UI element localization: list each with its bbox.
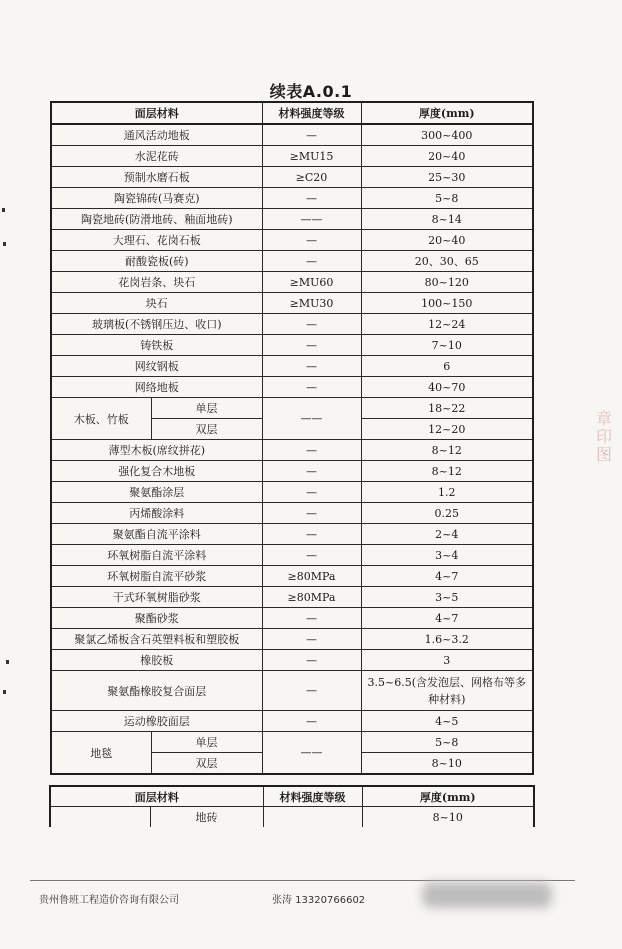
- table-row: [51, 209, 533, 230]
- scan-speck: [3, 690, 6, 694]
- table-row: [51, 524, 533, 545]
- material-cell: 环氧树脂自流平涂料: [51, 545, 262, 566]
- footer-contact: 张涛 13320766602: [272, 895, 366, 906]
- cont-thickness-cell: 8~10: [362, 807, 534, 828]
- thickness-cell: 0.25: [361, 503, 533, 524]
- thickness-cell: 20~40: [361, 146, 533, 167]
- strength-cell: —: [262, 251, 361, 272]
- thickness-cell: 8~12: [361, 461, 533, 482]
- strength-cell: ≥MU60: [262, 272, 361, 293]
- strength-cell: ≥80MPa: [262, 587, 361, 608]
- strength-cell: ≥MU15: [262, 146, 361, 167]
- header-material: 面层材料: [51, 102, 262, 124]
- thickness-cell: 40~70: [361, 377, 533, 398]
- wood-thickness-double: 12~20: [361, 419, 533, 440]
- carpet-layer-single: 单层: [151, 732, 262, 753]
- wood-layer-single: 单层: [151, 398, 262, 419]
- material-cell: 聚酯砂浆: [51, 608, 262, 629]
- table-row: [51, 146, 533, 167]
- thickness-cell: 1.2: [361, 482, 533, 503]
- cont-header-thickness: 厚度(mm): [362, 786, 534, 807]
- strength-cell: —: [262, 482, 361, 503]
- thickness-cell: 25~30: [361, 167, 533, 188]
- strength-cell: —: [262, 650, 361, 671]
- material-cell: 干式环氧树脂砂浆: [51, 587, 262, 608]
- thickness-cell: 20、30、65: [361, 251, 533, 272]
- thickness-cell: 2~4: [361, 524, 533, 545]
- continuation-table: [49, 785, 535, 827]
- strength-cell: ≥80MPa: [262, 566, 361, 587]
- composite-thickness-cell: 3.5~6.5(含发泡层、网格布等多种材料): [361, 671, 533, 711]
- strength-cell: —: [262, 524, 361, 545]
- material-cell: 环氧树脂自流平砂浆: [51, 566, 262, 587]
- material-cell: 薄型木板(席纹拼花): [51, 440, 262, 461]
- material-cell: 聚氯乙烯板含石英塑料板和塑胶板: [51, 629, 262, 650]
- table-row: [51, 167, 533, 188]
- material-cell: 聚氨酯自流平涂料: [51, 524, 262, 545]
- table-row: [51, 251, 533, 272]
- strength-cell: —: [262, 545, 361, 566]
- continuation-header-row: [50, 786, 534, 807]
- material-cell: 通风活动地板: [51, 124, 262, 146]
- table-row: [51, 482, 533, 503]
- thickness-cell: 7~10: [361, 335, 533, 356]
- strength-cell: —: [262, 503, 361, 524]
- strength-cell: —: [262, 440, 361, 461]
- strength-cell: —: [262, 461, 361, 482]
- strength-cell: —: [262, 377, 361, 398]
- thickness-cell: 80~120: [361, 272, 533, 293]
- sport-thickness-cell: 4~5: [361, 711, 533, 732]
- material-cell: 大理石、花岗石板: [51, 230, 262, 251]
- table-row: [51, 398, 533, 419]
- thickness-cell: 6: [361, 356, 533, 377]
- strength-cell: —: [262, 356, 361, 377]
- table-row: [51, 356, 533, 377]
- scan-speck: [3, 242, 6, 246]
- wood-strength-cell: ——: [262, 398, 361, 440]
- composite-strength-cell: —: [262, 671, 361, 711]
- header-strength: 材料强度等级: [262, 102, 361, 124]
- thickness-cell: 8~14: [361, 209, 533, 230]
- cont-empty-cell: [50, 807, 150, 828]
- strength-cell: —: [262, 335, 361, 356]
- header-thickness: 厚度(mm): [361, 102, 533, 124]
- thickness-cell: 20~40: [361, 230, 533, 251]
- material-cell: 网纹钢板: [51, 356, 262, 377]
- table-row: [50, 807, 534, 828]
- wood-layer-double: 双层: [151, 419, 262, 440]
- material-cell: 块石: [51, 293, 262, 314]
- material-cell: 聚氨酯涂层: [51, 482, 262, 503]
- material-cell: 耐酸瓷板(砖): [51, 251, 262, 272]
- carpet-thickness-single: 5~8: [361, 732, 533, 753]
- material-cell: 水泥花砖: [51, 146, 262, 167]
- table-row: [51, 188, 533, 209]
- material-cell: 陶瓷地砖(防滑地砖、釉面地砖): [51, 209, 262, 230]
- table-row: [51, 650, 533, 671]
- thickness-cell: 1.6~3.2: [361, 629, 533, 650]
- thickness-cell: 8~12: [361, 440, 533, 461]
- composite-material-cell: 聚氨酯橡胶复合面层: [51, 671, 262, 711]
- thickness-cell: 12~24: [361, 314, 533, 335]
- material-cell: 花岗岩条、块石: [51, 272, 262, 293]
- scan-speck: [6, 660, 9, 664]
- material-cell: 强化复合木地板: [51, 461, 262, 482]
- table-header-row: [51, 102, 533, 124]
- table-row: [51, 272, 533, 293]
- thickness-cell: 3~5: [361, 587, 533, 608]
- table-row: [51, 711, 533, 732]
- material-cell: 玻璃板(不锈钢压边、收口): [51, 314, 262, 335]
- table-row: [51, 629, 533, 650]
- strength-cell: —: [262, 188, 361, 209]
- table-row: [51, 314, 533, 335]
- material-cell: 陶瓷锦砖(马赛克): [51, 188, 262, 209]
- thickness-cell: 5~8: [361, 188, 533, 209]
- page-title: 续表A.0.1: [269, 82, 353, 101]
- wood-thickness-single: 18~22: [361, 398, 533, 419]
- thickness-cell: 3: [361, 650, 533, 671]
- table-row: [51, 124, 533, 146]
- table-row: [51, 377, 533, 398]
- carpet-layer-double: 双层: [151, 753, 262, 775]
- thickness-cell: 4~7: [361, 608, 533, 629]
- cont-header-strength: 材料强度等级: [263, 786, 362, 807]
- table-row: [51, 503, 533, 524]
- strength-cell: —: [262, 629, 361, 650]
- table-row: [51, 461, 533, 482]
- strength-cell: —: [262, 314, 361, 335]
- carpet-material-cell: 地毯: [51, 732, 151, 775]
- material-cell: 橡胶板: [51, 650, 262, 671]
- table-row: [51, 293, 533, 314]
- strength-cell: ≥MU30: [262, 293, 361, 314]
- strength-cell: —: [262, 230, 361, 251]
- material-cell: 丙烯酸涂料: [51, 503, 262, 524]
- thickness-cell: 100~150: [361, 293, 533, 314]
- strength-cell: ≥C20: [262, 167, 361, 188]
- table-row: [51, 440, 533, 461]
- table-row: [51, 230, 533, 251]
- sport-material-cell: 运动橡胶面层: [51, 711, 262, 732]
- table-row: [51, 566, 533, 587]
- red-stamp-edge: 章 印 图: [596, 409, 613, 464]
- table-row: [51, 587, 533, 608]
- footer-company: 贵州鲁班工程造价咨询有限公司: [39, 895, 179, 906]
- redacted-region: [422, 882, 552, 908]
- table-row: [51, 335, 533, 356]
- cont-header-material: 面层材料: [50, 786, 263, 807]
- footer-divider: [30, 880, 575, 881]
- table-row: [51, 545, 533, 566]
- strength-cell: —: [262, 608, 361, 629]
- material-cell: 网络地板: [51, 377, 262, 398]
- strength-cell: —: [262, 124, 361, 146]
- cont-layer-cell: 地砖: [150, 807, 263, 828]
- wood-material-cell: 木板、竹板: [51, 398, 151, 440]
- material-cell: 铸铁板: [51, 335, 262, 356]
- cont-strength-cell: [263, 807, 362, 828]
- material-cell: 预制水磨石板: [51, 167, 262, 188]
- table-row: [51, 608, 533, 629]
- table-row: [51, 671, 533, 711]
- thickness-cell: 300~400: [361, 124, 533, 146]
- scan-speck: [2, 208, 5, 212]
- thickness-cell: 3~4: [361, 545, 533, 566]
- strength-cell: ——: [262, 209, 361, 230]
- carpet-strength-cell: ——: [262, 732, 361, 775]
- carpet-thickness-double: 8~10: [361, 753, 533, 775]
- thickness-cell: 4~7: [361, 566, 533, 587]
- material-thickness-table: [50, 101, 534, 775]
- table-row: [51, 732, 533, 753]
- sport-strength-cell: —: [262, 711, 361, 732]
